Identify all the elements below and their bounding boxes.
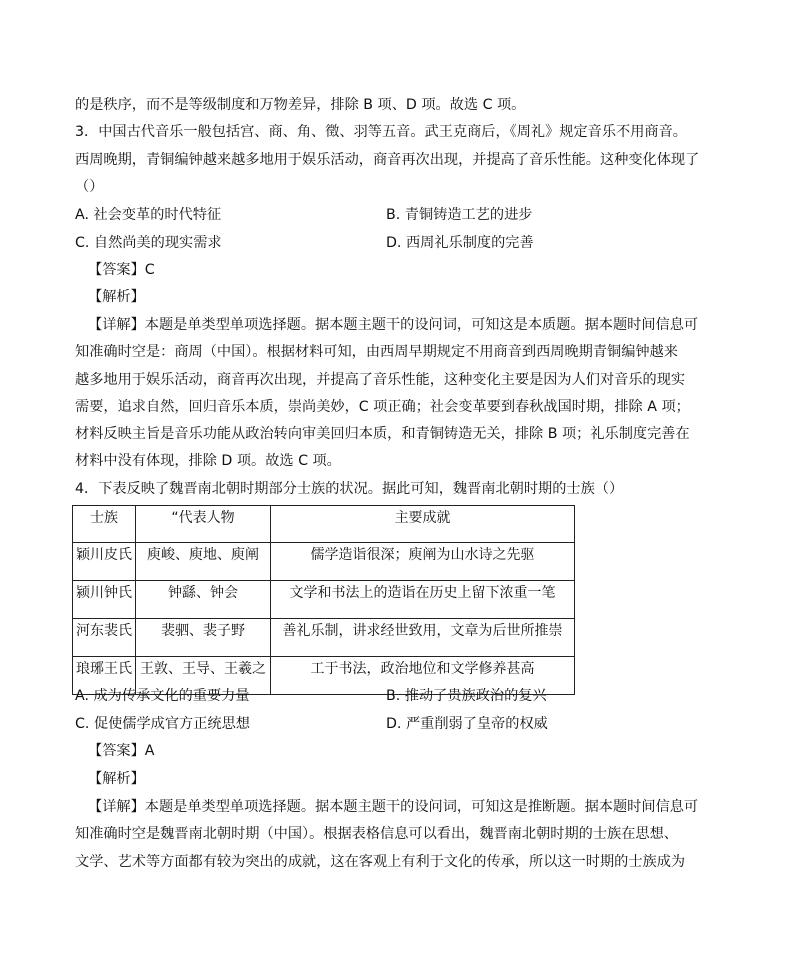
q3-answer: 【答案】C (88, 262, 155, 278)
table-cell: 颖川皮氏 (73, 543, 136, 581)
q3-option-b: B. 青铜铸造工艺的进步 (386, 207, 533, 223)
table-cell: 颍川钟氏 (73, 581, 136, 619)
q4-detail: 文学、艺术等方面都有较为突出的成就，这在客观上有利于文化的传承，所以这一时期的士族成为 (75, 854, 686, 870)
q3-detail: 知准确时空是：商周（中国）。根据材料可知，由西周早期规定不用商音到西周晚期青铜编钟越来 (75, 344, 678, 360)
table-cell: 裴驷、裴子野 (136, 619, 271, 657)
table-header-cell: 士族 (73, 506, 136, 543)
table-row (73, 543, 575, 581)
table-cell: 工于书法，政治地位和文学修养甚高 (271, 657, 575, 695)
question-3-stem: （） (75, 179, 104, 195)
table-cell: 善礼乐制，讲求经世致用，文章为后世所推崇 (271, 619, 575, 657)
table-header-cell: 主要成就 (271, 506, 575, 543)
table-cell: 庾峻、庾地、庾阐 (136, 543, 271, 581)
question-3-stem: 3．中国古代音乐一般包括宫、商、角、徵、羽等五音。武王克商后，《周礼》规定音乐不用商音。 (75, 124, 687, 140)
q3-detail: 【详解】本题是单类型单项选择题。据本题主题干的设问词，可知这是本质题。据本题时间信息可 (88, 317, 699, 333)
table-cell: 文学和书法上的造诣在历史上留下浓重一笔 (271, 581, 575, 619)
table-header-cell: “代表人物 (136, 506, 271, 543)
table-row (73, 581, 575, 619)
q3-detail: 越多地用于娱乐活动，商音再次出现，并提高了音乐性能，这种变化主要是因为人们对音乐的现实 (75, 372, 686, 388)
q3-analysis-heading: 【解析】 (88, 289, 145, 305)
q3-detail: 材料中没有体现，排除 D 项。故选 C 项。 (75, 453, 341, 469)
q4-option-d: D. 严重削弱了皇帝的权威 (386, 716, 548, 732)
table-cell: 儒学造诣很深；庾阐为山水诗之先驱 (271, 543, 575, 581)
table-cell: 河东裴氏 (73, 619, 136, 657)
table-cell: 琅琊王氏 (73, 657, 136, 695)
clans-table (72, 505, 575, 695)
q4-answer: 【答案】A (88, 743, 155, 759)
question-3-stem: 西周晚期，青铜编钟越来越多地用于娱乐活动，商音再次出现，并提高了音乐性能。这种变化体现了 (75, 152, 700, 168)
q3-detail: 需要，追求自然，回归音乐本质，崇尚美妙，C 项正确；社会变革要到春秋战国时期，排除 A 项； (75, 399, 690, 415)
table-header-row (73, 506, 575, 543)
q4-analysis-heading: 【解析】 (88, 771, 145, 787)
q3-option-d: D. 西周礼乐制度的完善 (386, 235, 534, 251)
text-line: 的是秩序，而不是等级制度和万物差异，排除 B 项、D 项。故选 C 项。 (75, 97, 526, 113)
question-4-stem: 4．下表反映了魏晋南北朝时期部分士族的状况。据此可知，魏晋南北朝时期的士族（） (75, 481, 624, 497)
q4-option-c: C. 促使儒学成官方正统思想 (75, 716, 250, 732)
table-row (73, 619, 575, 657)
q4-option-a: A. 成为传承文化的重要力量 (75, 688, 250, 704)
q3-option-a: A. 社会变革的时代特征 (75, 207, 222, 223)
q3-detail: 材料反映主旨是音乐功能从政治转向审美回归本质，和青铜铸造无关，排除 B 项；礼乐制度完善在 (75, 426, 690, 442)
q4-option-b: B. 推动了贵族政治的复兴 (386, 688, 547, 704)
q3-option-c: C. 自然尚美的现实需求 (75, 235, 222, 251)
q4-detail: 知准确时空是魏晋南北朝时期（中国）。根据表格信息可以看出，魏晋南北朝时期的士族在思想、 (75, 826, 678, 842)
q4-detail: 【详解】本题是单类型单项选择题。据本题主题干的设问词，可知这是推断题。据本题时间信息可 (88, 799, 699, 815)
table-cell: 王敦、王导、王羲之 (136, 657, 271, 695)
table-cell: 钟繇、钟会 (136, 581, 271, 619)
